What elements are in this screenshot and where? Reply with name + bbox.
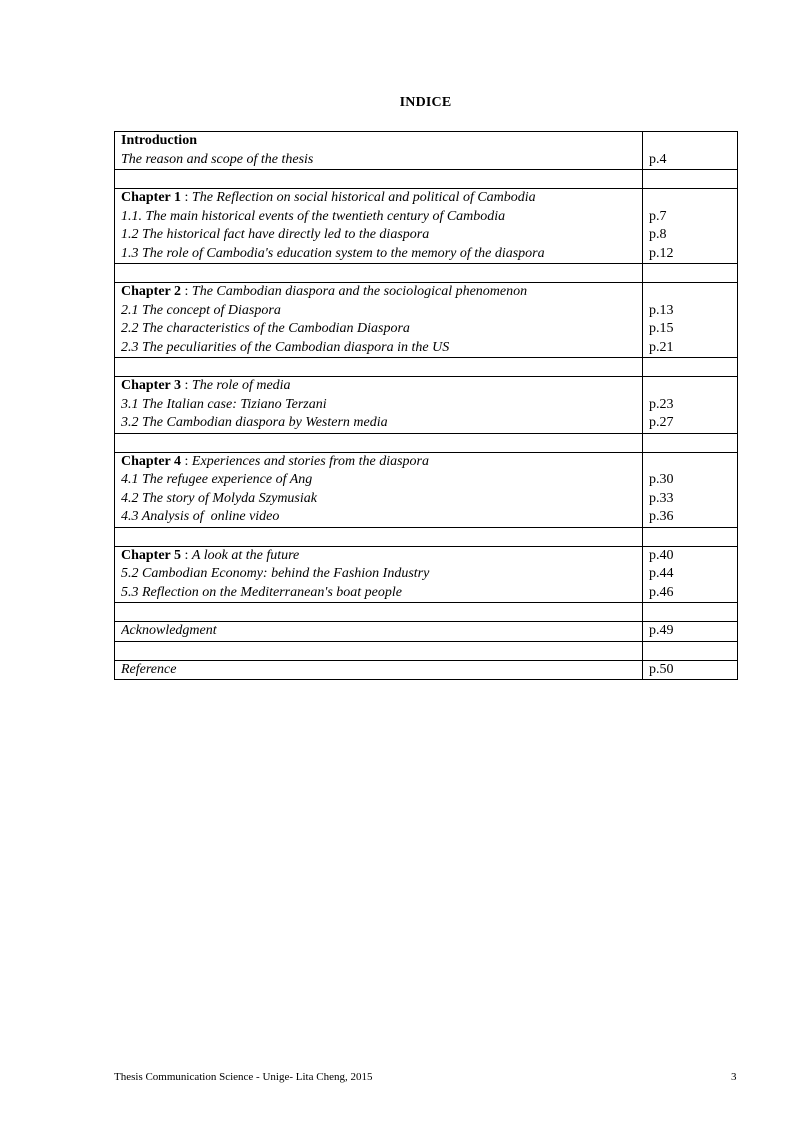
chapter-subtitle: The role of media	[191, 378, 291, 393]
toc-entry-title[interactable]: 3.2 The Cambodian diaspora by Western media	[121, 415, 388, 430]
toc-section-pages	[643, 546, 738, 603]
toc-entry-title[interactable]: 2.3 The peculiarities of the Cambodian diaspora in the US	[121, 339, 450, 355]
toc-entry-page: p.7	[649, 208, 667, 224]
chapter-label: Chapter 4	[121, 453, 182, 469]
toc-section-pages	[643, 622, 738, 642]
chapter-subtitle: A look at the future	[191, 547, 300, 563]
toc-entry-title[interactable]: 2.1 The concept of Diaspora	[121, 302, 281, 318]
chapter-label: Chapter 1	[121, 190, 182, 205]
toc-spacer-row	[115, 358, 738, 377]
toc-spacer-row	[115, 433, 738, 452]
toc-section-titles	[115, 546, 643, 603]
page-number: 3	[731, 1071, 737, 1083]
toc-spacer-row	[115, 264, 738, 283]
toc-entry-title[interactable]: 4.1 The refugee experience of Ang	[121, 472, 313, 487]
toc-section-titles	[115, 283, 643, 358]
chapter-heading[interactable]	[121, 189, 642, 208]
toc-entry-page: p.27	[649, 415, 674, 430]
toc-entry-page: p.36	[649, 509, 674, 524]
toc-section-introduction	[115, 132, 738, 170]
chapter-separator: :	[181, 378, 192, 393]
toc-section-chapter-2	[115, 283, 738, 358]
toc-entry-title[interactable]: The reason and scope of the thesis	[121, 151, 314, 167]
toc-section-pages	[643, 189, 738, 264]
toc-entry-page: p.21	[649, 339, 674, 355]
toc-section-acknowledgment	[115, 622, 738, 642]
table-of-contents	[114, 131, 738, 680]
chapter-separator: :	[181, 547, 192, 563]
toc-entry-page: p.23	[649, 396, 674, 412]
toc-entry-page: p.50	[649, 661, 674, 677]
toc-section-chapter-4	[115, 452, 738, 527]
toc-entry-title[interactable]: 5.2 Cambodian Economy: behind the Fashion Industry	[121, 566, 430, 581]
toc-entry-page: p.12	[649, 245, 674, 261]
toc-section-chapter-3	[115, 377, 738, 434]
toc-section-pages	[643, 452, 738, 527]
toc-section-titles	[115, 377, 643, 434]
chapter-label: Chapter 3	[121, 378, 182, 393]
toc-section-reference	[115, 660, 738, 680]
toc-spacer-row	[115, 170, 738, 189]
chapter-heading[interactable]	[121, 453, 642, 472]
toc-entry-page: p.30	[649, 472, 674, 487]
chapter-label: Chapter 5	[121, 547, 182, 563]
toc-entry-page: p.40	[649, 547, 674, 563]
toc-entry-page: p.4	[649, 151, 667, 167]
toc-entry-title[interactable]: 1.1. The main historical events of the twentieth century of Cambodia	[121, 208, 506, 224]
toc-section-pages	[643, 377, 738, 434]
toc-entry-page: p.44	[649, 566, 674, 581]
page-title: INDICE	[399, 95, 452, 110]
chapter-heading[interactable]	[121, 547, 642, 566]
toc-entry-title[interactable]: 3.1 The Italian case: Tiziano Terzani	[121, 396, 327, 412]
toc-section-chapter-5	[115, 546, 738, 603]
toc-spacer-row	[115, 641, 738, 660]
toc-entry-page: p.33	[649, 490, 674, 506]
toc-section-pages	[643, 283, 738, 358]
toc-section-titles	[115, 452, 643, 527]
toc-entry-title[interactable]: Acknowledgment	[121, 623, 217, 638]
toc-entry-page: p.15	[649, 321, 674, 336]
chapter-subtitle: The Cambodian diaspora and the sociological phenomenon	[191, 284, 528, 299]
chapter-label: Chapter 2	[121, 284, 182, 299]
chapter-separator: :	[181, 190, 192, 205]
chapter-separator: :	[181, 284, 192, 299]
toc-section-pages	[643, 132, 738, 170]
toc-section-titles	[115, 189, 643, 264]
toc-entry-page: p.8	[649, 227, 667, 242]
chapter-heading[interactable]	[121, 377, 642, 396]
chapter-subtitle: Experiences and stories from the diaspora	[191, 453, 429, 469]
toc-section-chapter-1	[115, 189, 738, 264]
footer-text: Thesis Communication Science - Unige- Lita Cheng, 2015	[114, 1071, 373, 1083]
chapter-heading[interactable]	[121, 283, 642, 302]
introduction-heading: Introduction	[121, 133, 197, 148]
toc-entry-page: p.49	[649, 623, 674, 638]
toc-entry-title[interactable]: 1.2 The historical fact have directly led to the diaspora	[121, 227, 430, 242]
toc-entry-page: p.46	[649, 584, 674, 600]
toc-entry-title[interactable]: 5.3 Reflection on the Mediterranean's boat people	[121, 584, 402, 600]
toc-spacer-row	[115, 603, 738, 622]
toc-section-titles	[115, 622, 643, 642]
toc-section-titles	[115, 660, 643, 680]
toc-spacer-row	[115, 527, 738, 546]
toc-entry-title[interactable]: 4.3 Analysis of online video	[121, 509, 280, 524]
toc-entry-page: p.13	[649, 302, 674, 318]
toc-entry-title[interactable]: 2.2 The characteristics of the Cambodian Diaspora	[121, 321, 410, 336]
chapter-separator: :	[181, 453, 192, 469]
toc-entry-title[interactable]: 1.3 The role of Cambodia's education system to the memory of the diaspora	[121, 245, 545, 261]
toc-section-titles	[115, 132, 643, 170]
toc-entry-title[interactable]: 4.2 The story of Molyda Szymusiak	[121, 490, 317, 506]
toc-section-pages	[643, 660, 738, 680]
toc-entry-title[interactable]: Reference	[121, 661, 177, 677]
chapter-subtitle: The Reflection on social historical and political of Cambodia	[191, 190, 536, 205]
